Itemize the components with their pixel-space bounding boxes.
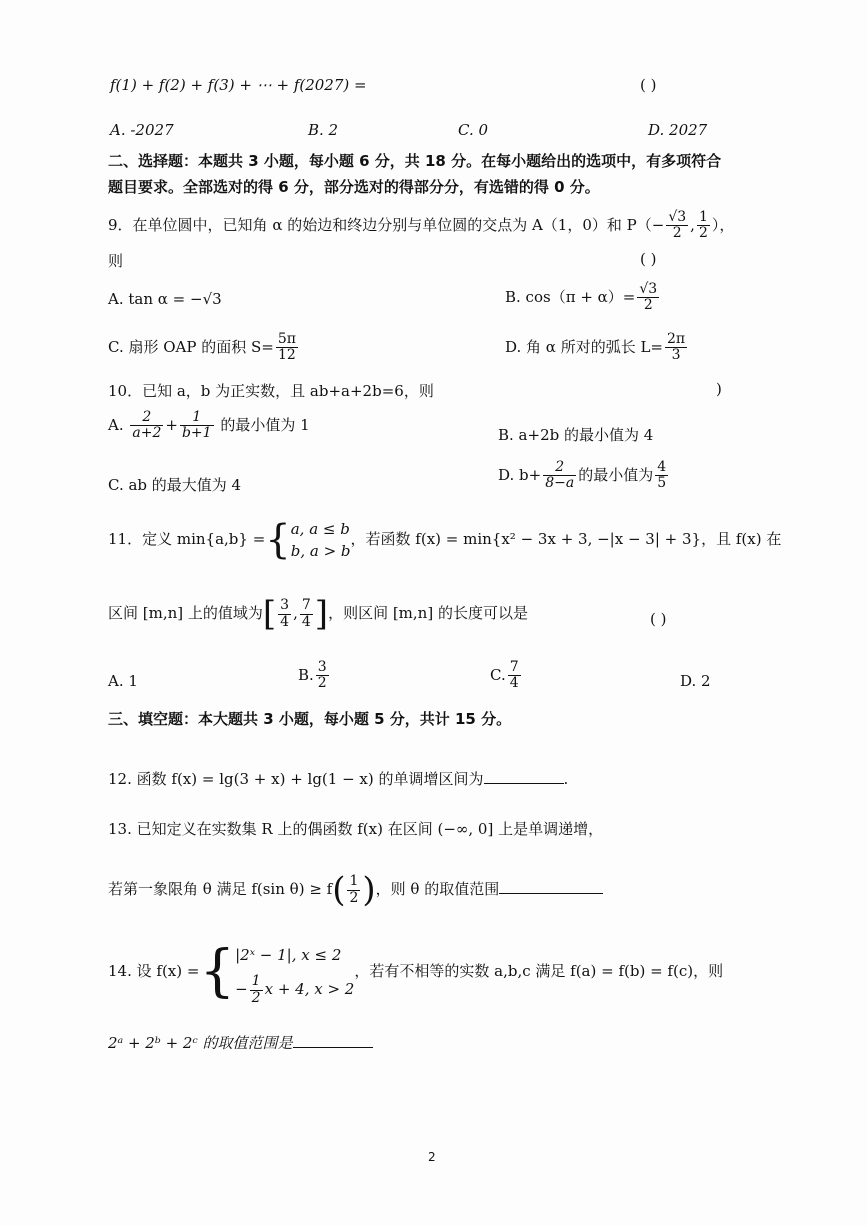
q12-answer-blank[interactable] bbox=[484, 769, 564, 784]
q14-stem bbox=[108, 938, 723, 1006]
q10-a-frac1 bbox=[130, 410, 163, 442]
q10-d-text: D. b+ bbox=[498, 465, 542, 484]
q11-option-a: A. 1 bbox=[108, 672, 138, 690]
q9-px-frac bbox=[666, 210, 688, 242]
q11-line2-post: ，则区间 [m,n] 的长度可以是 bbox=[328, 604, 528, 622]
q9-b-frac bbox=[637, 282, 659, 314]
q9-stem-text: 9．在单位圆中，已知角 α 的始边和终边分别与单位圆的交点为 A（1，0）和 P（ bbox=[108, 215, 652, 234]
q13-line2-pre: 若第一象限角 θ 满足 f(sin θ) ≥ f bbox=[108, 880, 333, 898]
q11-b-den: 2 bbox=[317, 675, 327, 692]
q11-line2-pre: 区间 [m,n] 上的值域为 bbox=[108, 604, 263, 622]
q11-r-frac1 bbox=[278, 598, 291, 630]
q9-d-frac bbox=[665, 332, 687, 364]
q11-r-num2: 7 bbox=[301, 597, 311, 614]
q11-mid: ，若函数 f(x) = min{x² − 3x + 3, −|x − 3| + 3}，且 f(x) 在 bbox=[350, 530, 782, 548]
q10-option-a bbox=[108, 410, 310, 442]
q10-a-frac2 bbox=[180, 410, 214, 442]
q8-option-c: C. 0 bbox=[458, 121, 489, 139]
q14-case2-num: 1 bbox=[251, 973, 261, 990]
q10-d-mid: 的最小值为 bbox=[578, 465, 654, 484]
q8-answer-paren: ( ) bbox=[640, 76, 657, 94]
q9-answer-paren: ( ) bbox=[640, 250, 657, 268]
q13-frac bbox=[347, 874, 360, 906]
section2-line2: 题目要求。全部选对的得 6 分，部分选对的得部分分，有选错的得 0 分。 bbox=[108, 178, 600, 196]
q11-answer-paren: ( ) bbox=[650, 610, 667, 628]
q10-a-plus: + bbox=[165, 415, 178, 434]
q14-line2 bbox=[108, 1032, 373, 1053]
q11-line2: 区间 [m,n] 上的值域为[ $\frac{3}{4}$ , $\frac{7}{4}$ ]，则区间 [m,n] 的长度可以是 bbox=[108, 594, 528, 634]
q9-option-a: A. tan α = −√3 bbox=[108, 290, 222, 308]
q9-c-num: 5π bbox=[277, 331, 296, 347]
q9-px-sign: − bbox=[651, 215, 665, 234]
q9-b-den: 2 bbox=[643, 297, 653, 314]
q13-lparen: ( bbox=[332, 870, 346, 910]
q9-b-num: √3 bbox=[639, 281, 658, 297]
q9-stem: 9．在单位圆中，已知角 α 的始边和终边分别与单位圆的交点为 A（1，0）和 P（− $\frac{√3}{2}$ , $\frac{1}{2}$ ）， bbox=[108, 209, 735, 242]
q14-brace: { bbox=[199, 939, 236, 1004]
q11-c-den: 4 bbox=[509, 675, 519, 692]
q10-a-den2: b+1 bbox=[181, 425, 212, 442]
q12-text: 12. 函数 f(x) = lg(3 + x) + lg(1 − x) 的单调增区间为 bbox=[108, 770, 484, 788]
q10-a-den1: a+2 bbox=[132, 425, 162, 442]
q14-case2-den: 2 bbox=[251, 989, 261, 1006]
q11-option-b bbox=[298, 660, 331, 692]
q11-b-frac bbox=[316, 660, 329, 692]
q11-c-frac bbox=[508, 660, 521, 692]
page-number: 2 bbox=[428, 1150, 436, 1164]
q11-stem bbox=[108, 518, 781, 562]
q10-a-label: A. bbox=[108, 415, 124, 434]
q9-c-den: 12 bbox=[278, 347, 296, 364]
q9-d-den: 3 bbox=[671, 347, 681, 364]
q13-line1: 13. 已知定义在实数集 R 上的偶函数 f(x) 在区间 (−∞, 0] 上是单调递增， bbox=[108, 820, 604, 838]
q10-a-num1: 2 bbox=[130, 410, 163, 426]
q14-pre: 14. 设 f(x) = bbox=[108, 962, 200, 980]
q9-d-text: D. 角 α 所对的弧长 L= bbox=[505, 337, 663, 356]
q9-px-den: 2 bbox=[672, 225, 682, 242]
q11-r-den2: 4 bbox=[301, 613, 311, 630]
q14-case1: |2ˣ − 1|, x ≤ 2 bbox=[235, 946, 342, 964]
section2-line1: 二、选择题：本题共 3 小题，每小题 6 分，共 18 分。在每小题给出的选项中，有多项符合 bbox=[108, 152, 722, 170]
q9-py-den: 2 bbox=[698, 225, 708, 242]
q10-d-den: 8−a bbox=[545, 475, 575, 492]
q9-px-num: √3 bbox=[668, 209, 687, 225]
q9-c-text: C. 扇形 OAP 的面积 S= bbox=[108, 337, 274, 356]
q10-d-vfrac bbox=[655, 460, 668, 492]
q9-stem2: 则 bbox=[108, 252, 124, 270]
q11-case1: a, a ≤ b bbox=[290, 520, 350, 538]
q10-a-num2: 1 bbox=[180, 410, 214, 426]
q9-py-num: 1 bbox=[698, 209, 708, 225]
q10-stem: 10．已知 a，b 为正实数，且 ab+a+2b=6，则 bbox=[108, 382, 434, 400]
q11-r-den1: 4 bbox=[280, 613, 290, 630]
q11-cases bbox=[291, 518, 351, 562]
q9-stem-end: ）， bbox=[711, 215, 735, 234]
q11-c-num: 7 bbox=[509, 659, 519, 675]
q9-option-d bbox=[505, 332, 689, 364]
q13-frac-den: 2 bbox=[349, 889, 359, 906]
q11-rbracket: ] bbox=[314, 594, 329, 634]
q9-option-b bbox=[505, 282, 661, 314]
q8-option-d: D. 2027 bbox=[648, 121, 708, 139]
q13-rparen: ) bbox=[362, 870, 376, 910]
q8-expression: f(1) + f(2) + f(3) + ⋯ + f(2027) = bbox=[110, 76, 367, 94]
q14-case2-rest: x + 4, x > 2 bbox=[264, 980, 355, 998]
q10-d-frac bbox=[543, 460, 576, 492]
q10-option-b: B. a+2b 的最小值为 4 bbox=[498, 426, 654, 444]
q10-d-num: 2 bbox=[543, 460, 576, 476]
q14-case2-frac bbox=[250, 974, 263, 1006]
q12-end: . bbox=[563, 770, 569, 788]
q8-option-b: B. 2 bbox=[308, 121, 339, 139]
q10-answer-paren: ) bbox=[716, 380, 722, 398]
q9-b-text: B. cos（π + α）= bbox=[505, 287, 636, 306]
q11-c-label: C. bbox=[490, 665, 506, 684]
q13-frac-num: 1 bbox=[349, 873, 359, 890]
q11-option-d: D. 2 bbox=[680, 672, 711, 690]
q10-option-c: C. ab 的最大值为 4 bbox=[108, 476, 242, 494]
q14-cases bbox=[235, 938, 354, 1006]
q12 bbox=[108, 768, 568, 789]
q11-pre: 11．定义 min{a,b} = bbox=[108, 530, 266, 548]
q11-r-frac2 bbox=[300, 598, 313, 630]
q10-option-d bbox=[498, 460, 670, 492]
q13-answer-blank[interactable] bbox=[499, 879, 603, 894]
q11-brace: { bbox=[265, 517, 291, 563]
q11-option-c bbox=[490, 660, 523, 692]
q11-b-num: 3 bbox=[317, 659, 327, 675]
q10-d-vnum: 4 bbox=[657, 459, 667, 475]
q14-case2-sign: − bbox=[235, 980, 248, 998]
q11-r-num1: 3 bbox=[280, 597, 290, 614]
q10-a-tail: 的最小值为 1 bbox=[220, 415, 310, 434]
q9-d-num: 2π bbox=[667, 331, 686, 347]
q14-mid: ，若有不相等的实数 a,b,c 满足 f(a) = f(b) = f(c)，则 bbox=[354, 962, 724, 980]
q11-b-label: B. bbox=[298, 665, 314, 684]
q14-line2-text: 2ᵃ + 2ᵇ + 2ᶜ 的取值范围是 bbox=[108, 1034, 293, 1052]
section3-title: 三、填空题：本大题共 3 小题，每小题 5 分，共计 15 分。 bbox=[108, 710, 512, 728]
q9-c-frac bbox=[276, 332, 298, 364]
q9-option-c bbox=[108, 332, 300, 364]
q13-line2 bbox=[108, 870, 603, 910]
q11-case2: b, a > b bbox=[290, 542, 351, 560]
q14-case2 bbox=[235, 972, 354, 1006]
q14-answer-blank[interactable] bbox=[293, 1033, 373, 1048]
q8-option-a: A. -2027 bbox=[110, 121, 174, 139]
q11-lbracket: [ bbox=[262, 594, 277, 634]
q13-line2-post: ，则 θ 的取值范围 bbox=[375, 880, 500, 898]
q9-py-frac bbox=[697, 210, 710, 242]
q10-d-vden: 5 bbox=[657, 475, 667, 492]
